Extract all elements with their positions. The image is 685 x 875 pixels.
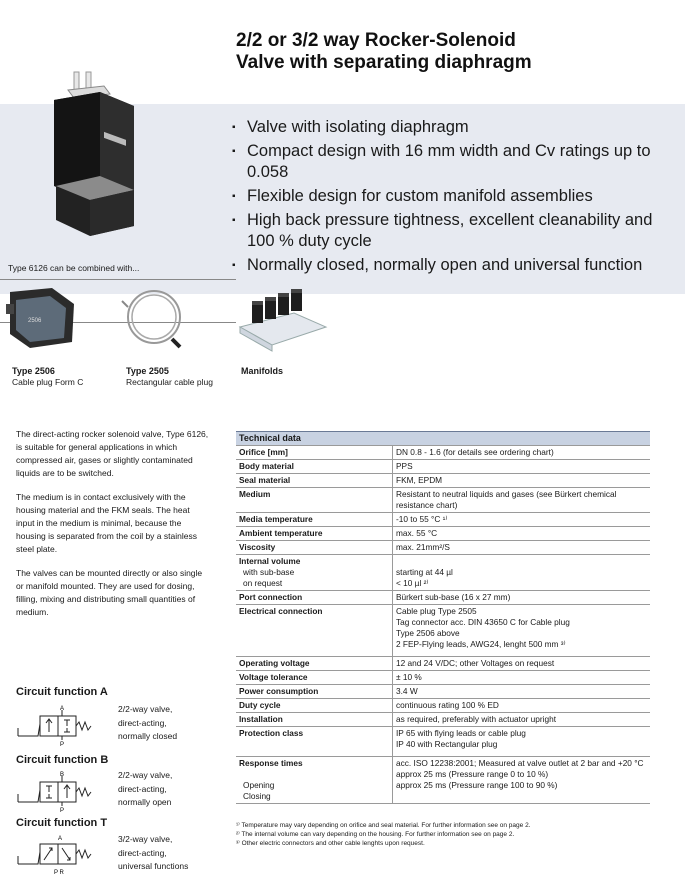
- table-key: Protection class: [236, 727, 393, 757]
- svg-text:2506: 2506: [28, 318, 42, 324]
- table-value: Bürkert sub-base (16 x 27 mm): [393, 591, 651, 605]
- table-value: ± 10 %: [393, 671, 651, 685]
- circuit-function-a-title: Circuit function A: [16, 686, 108, 698]
- circuit-function-a-text: 2/2-way valve, direct-acting, normally closed: [118, 704, 178, 741]
- svg-text:P: P: [60, 808, 65, 814]
- table-key: Voltage tolerance: [236, 671, 393, 685]
- description: [16, 428, 210, 630]
- table-row: [236, 460, 650, 474]
- table-value: -10 to 55 °C ¹⁾: [393, 513, 651, 527]
- feature-list: [232, 117, 677, 279]
- table-row: [236, 513, 650, 527]
- cable-plug-2505-image: [118, 287, 190, 353]
- table-key: Seal material: [236, 474, 393, 488]
- table-row: [236, 757, 650, 804]
- feature-item: ▪ High back pressure tightness, excellent cleanability and 100 % duty cycle: [232, 210, 677, 252]
- table-value: max. 21mm²/S: [393, 541, 651, 555]
- table-value: Resistant to neutral liquids and gases (see Bürkert chemical resistance chart): [393, 488, 651, 513]
- circuit-function-b-text: 2/2-way valve, direct-acting, normally open: [118, 770, 173, 807]
- table-value: IP 65 with flying leads or cable plug IP 40 with Rectangular plug: [393, 727, 651, 757]
- table-row: [236, 474, 650, 488]
- table-key: Viscosity: [236, 541, 393, 555]
- table-row: [236, 446, 650, 460]
- table-value: as required, preferably with actuator upright: [393, 713, 651, 727]
- table-key: Orifice [mm]: [236, 446, 393, 460]
- table-value: DN 0.8 - 1.6 (for details see ordering chart): [393, 446, 651, 460]
- svg-text:P R: P R: [54, 870, 64, 875]
- circuit-function-t-text: 3/2-way valve, direct-acting, universal functions: [118, 834, 189, 871]
- table-row: [236, 657, 650, 671]
- circuit-symbol-b: [16, 768, 96, 814]
- table-key: Response times Opening Closing: [236, 757, 393, 804]
- feature-item: ▪ Compact design with 16 mm width and Cv ratings up to 0.058: [232, 141, 677, 183]
- description-paragraph: The medium is in contact exclusively with the housing material and the FKM seals. The heat input in the medium is minimal, because the housing is separated from the coil by a stainless steel plate.: [16, 492, 197, 554]
- table-value: PPS: [393, 460, 651, 474]
- table-value: FKM, EPDM: [393, 474, 651, 488]
- circuit-symbol-t: [16, 832, 96, 875]
- circuit-function-b-title: Circuit function B: [16, 754, 109, 766]
- table-key: Installation: [236, 713, 393, 727]
- table-row: [236, 727, 650, 757]
- table-key: Port connection: [236, 591, 393, 605]
- table-row: [236, 699, 650, 713]
- valve-product-image: [44, 70, 144, 238]
- svg-text:A: A: [58, 836, 63, 842]
- table-value: max. 55 °C: [393, 527, 651, 541]
- svg-text:A: A: [60, 706, 65, 712]
- table-key: Duty cycle: [236, 699, 393, 713]
- table-header: Technical data: [236, 432, 650, 446]
- cable-plug-2506-image: [6, 286, 76, 350]
- page-title: 2/2 or 3/2 way Rocker-Solenoid Valve with separating diaphragm: [236, 30, 532, 73]
- svg-text:B: B: [60, 772, 65, 778]
- table-row: [236, 541, 650, 555]
- table-key: Ambient temperature: [236, 527, 393, 541]
- feature-item: ▪ Normally closed, normally open and universal function: [232, 255, 677, 276]
- table-key: Medium: [236, 488, 393, 513]
- svg-text:P: P: [60, 742, 65, 748]
- manifold-image: [236, 287, 330, 353]
- circuit-symbol-a: [16, 702, 96, 748]
- table-key: Media temperature: [236, 513, 393, 527]
- footnote: ¹⁾ Temperature may vary depending on orifice and seal material. For further information see on page 2.: [236, 822, 531, 829]
- accessory-2506: Type 2506 Cable plug Form C: [12, 366, 84, 387]
- table-key: Internal volume with sub-base on request: [236, 555, 393, 591]
- table-row: [236, 671, 650, 685]
- table-row: [236, 685, 650, 699]
- table-value: Cable plug Type 2505 Tag connector acc. DIN 43650 C for Cable plug Type 2506 above 2 FEP-Flying leads, AWG24, lenght 500 mm ³⁾: [393, 605, 651, 657]
- feature-item: ▪ Valve with isolating diaphragm: [232, 117, 677, 138]
- table-key: Electrical connection: [236, 605, 393, 657]
- table-key: Operating voltage: [236, 657, 393, 671]
- technical-data-table: [236, 431, 650, 804]
- accessory-manifolds: Manifolds: [241, 366, 283, 376]
- table-value: continuous rating 100 % ED: [393, 699, 651, 713]
- circuit-function-t-title: Circuit function T: [16, 817, 108, 829]
- table-value: 12 and 24 V/DC; other Voltages on request: [393, 657, 651, 671]
- divider: [0, 279, 236, 280]
- table-row: [236, 527, 650, 541]
- description-paragraph: The direct-acting rocker solenoid valve, Type 6126, is suitable for general applications in which compressed air, gases or slightly contaminated liquids are to be switched.: [16, 429, 209, 478]
- table-row: [236, 488, 650, 513]
- table-row: [236, 713, 650, 727]
- table-row: [236, 605, 650, 657]
- footnotes: [236, 821, 656, 848]
- description-paragraph: The valves can be mounted directly or also single or manifold mounted. They are used for dosing, filling, mixing and distributing small quantities of medium.: [16, 568, 203, 617]
- table-value: acc. ISO 12238:2001; Measured at valve outlet at 2 bar and +20 °C approx 25 ms (Pressure range 0 to 10 %) approx 25 ms (Pressure range 100 to 90 %): [393, 757, 651, 804]
- table-value: 3.4 W: [393, 685, 651, 699]
- table-row: [236, 555, 650, 591]
- combined-label: Type 6126 can be combined with...: [8, 263, 140, 273]
- feature-item: ▪ Flexible design for custom manifold assemblies: [232, 186, 677, 207]
- table-value: starting at 44 µl < 10 µl ²⁾: [393, 555, 651, 591]
- footnote: ²⁾ The internal volume can vary depending on the housing. For further information see on page 2.: [236, 831, 515, 838]
- table-key: Body material: [236, 460, 393, 474]
- footnote: ³⁾ Other electric connectors and other cable lenghts upon request.: [236, 840, 425, 847]
- accessory-2505: Type 2505 Rectangular cable plug: [126, 366, 213, 387]
- table-key: Power consumption: [236, 685, 393, 699]
- table-row: [236, 591, 650, 605]
